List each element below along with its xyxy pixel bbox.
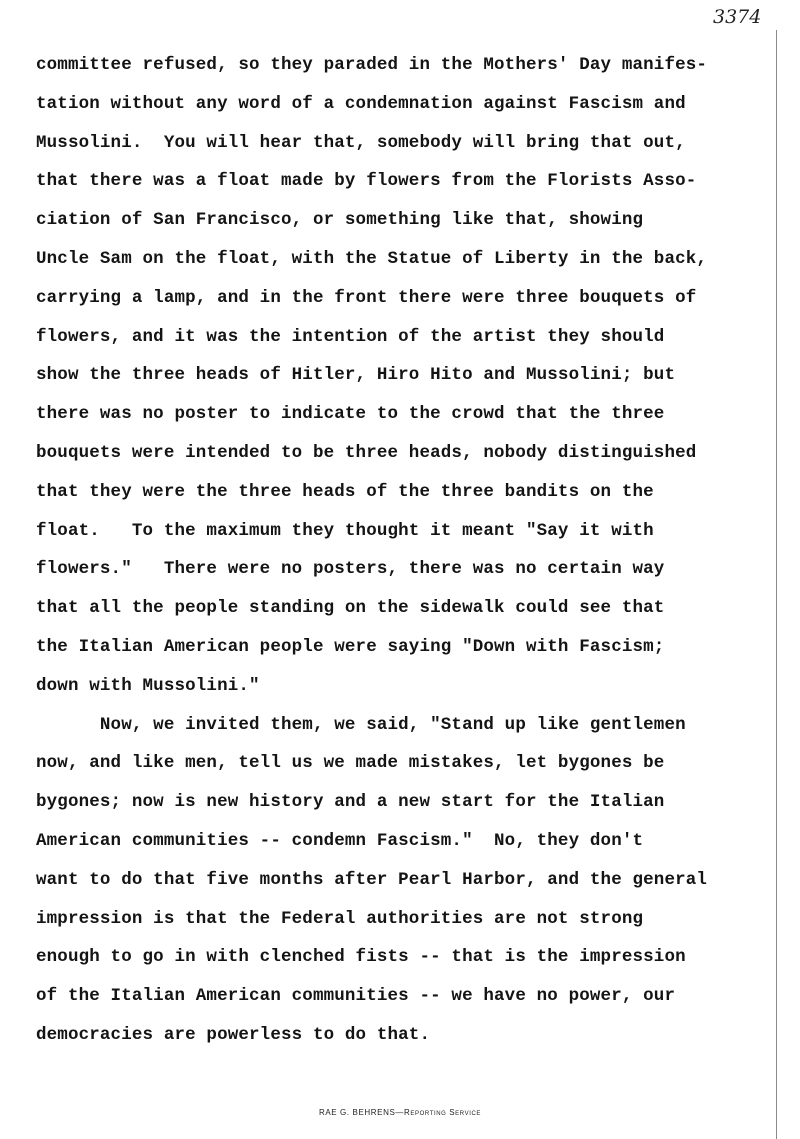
- text-line: now, and like men, tell us we made mistakes, let bygones be: [36, 753, 665, 774]
- text-line: Now, we invited them, we said, "Stand up like gentlemen: [36, 714, 686, 735]
- text-line: bygones; now is new history and a new start for the Italian: [36, 792, 665, 813]
- text-line: flowers." There were no posters, there was no certain way: [36, 559, 665, 580]
- text-line: show the three heads of Hitler, Hiro Hito and Mussolini; but: [36, 365, 676, 386]
- text-line: Uncle Sam on the float, with the Statue of Liberty in the back,: [36, 248, 708, 269]
- text-line: bouquets were intended to be three heads, nobody distinguished: [36, 442, 697, 463]
- text-line: Mussolini. You will hear that, somebody will bring that out,: [36, 132, 686, 153]
- page-number: 3374: [713, 6, 762, 28]
- reporter-name: RAE G. BEHRENS: [318, 1108, 396, 1117]
- right-margin-rule: [776, 30, 777, 1139]
- text-line: committee refused, so they paraded in the Mothers' Day manifes-: [36, 55, 708, 75]
- text-line: of the Italian American communities -- we have no power, our: [36, 986, 676, 1007]
- text-line: the Italian American people were saying "Down with Fascism;: [36, 636, 665, 657]
- text-line: ciation of San Francisco, or something like that, showing: [36, 210, 644, 231]
- service-name: Reporting Service: [404, 1108, 482, 1117]
- text-line: carrying a lamp, and in the front there were three bouquets of: [36, 287, 697, 308]
- text-line: want to do that five months after Pearl Harbor, and the general: [36, 869, 708, 890]
- text-line: float. To the maximum they thought it meant "Say it with: [36, 520, 654, 541]
- text-line: American communities -- condemn Fascism." No, they don't: [36, 830, 644, 851]
- text-line: democracies are powerless to do that.: [36, 1024, 431, 1045]
- transcript-body: [36, 46, 776, 1055]
- text-line: that all the people standing on the sidewalk could see that: [36, 598, 665, 619]
- text-line: flowers, and it was the intention of the artist they should: [36, 326, 665, 347]
- reporting-service-footer: [0, 1108, 800, 1117]
- text-line: that there was a float made by flowers from the Florists Asso-: [36, 171, 697, 192]
- text-line: down with Mussolini.": [36, 675, 260, 696]
- text-line: tation without any word of a condemnation against Fascism and: [36, 93, 686, 114]
- text-line: impression is that the Federal authorities are not strong: [36, 908, 644, 929]
- text-line: that they were the three heads of the three bandits on the: [36, 481, 654, 502]
- text-line: enough to go in with clenched fists -- that is the impression: [36, 947, 686, 968]
- text-line: there was no poster to indicate to the crowd that the three: [36, 404, 665, 425]
- footer-separator: —: [395, 1108, 405, 1117]
